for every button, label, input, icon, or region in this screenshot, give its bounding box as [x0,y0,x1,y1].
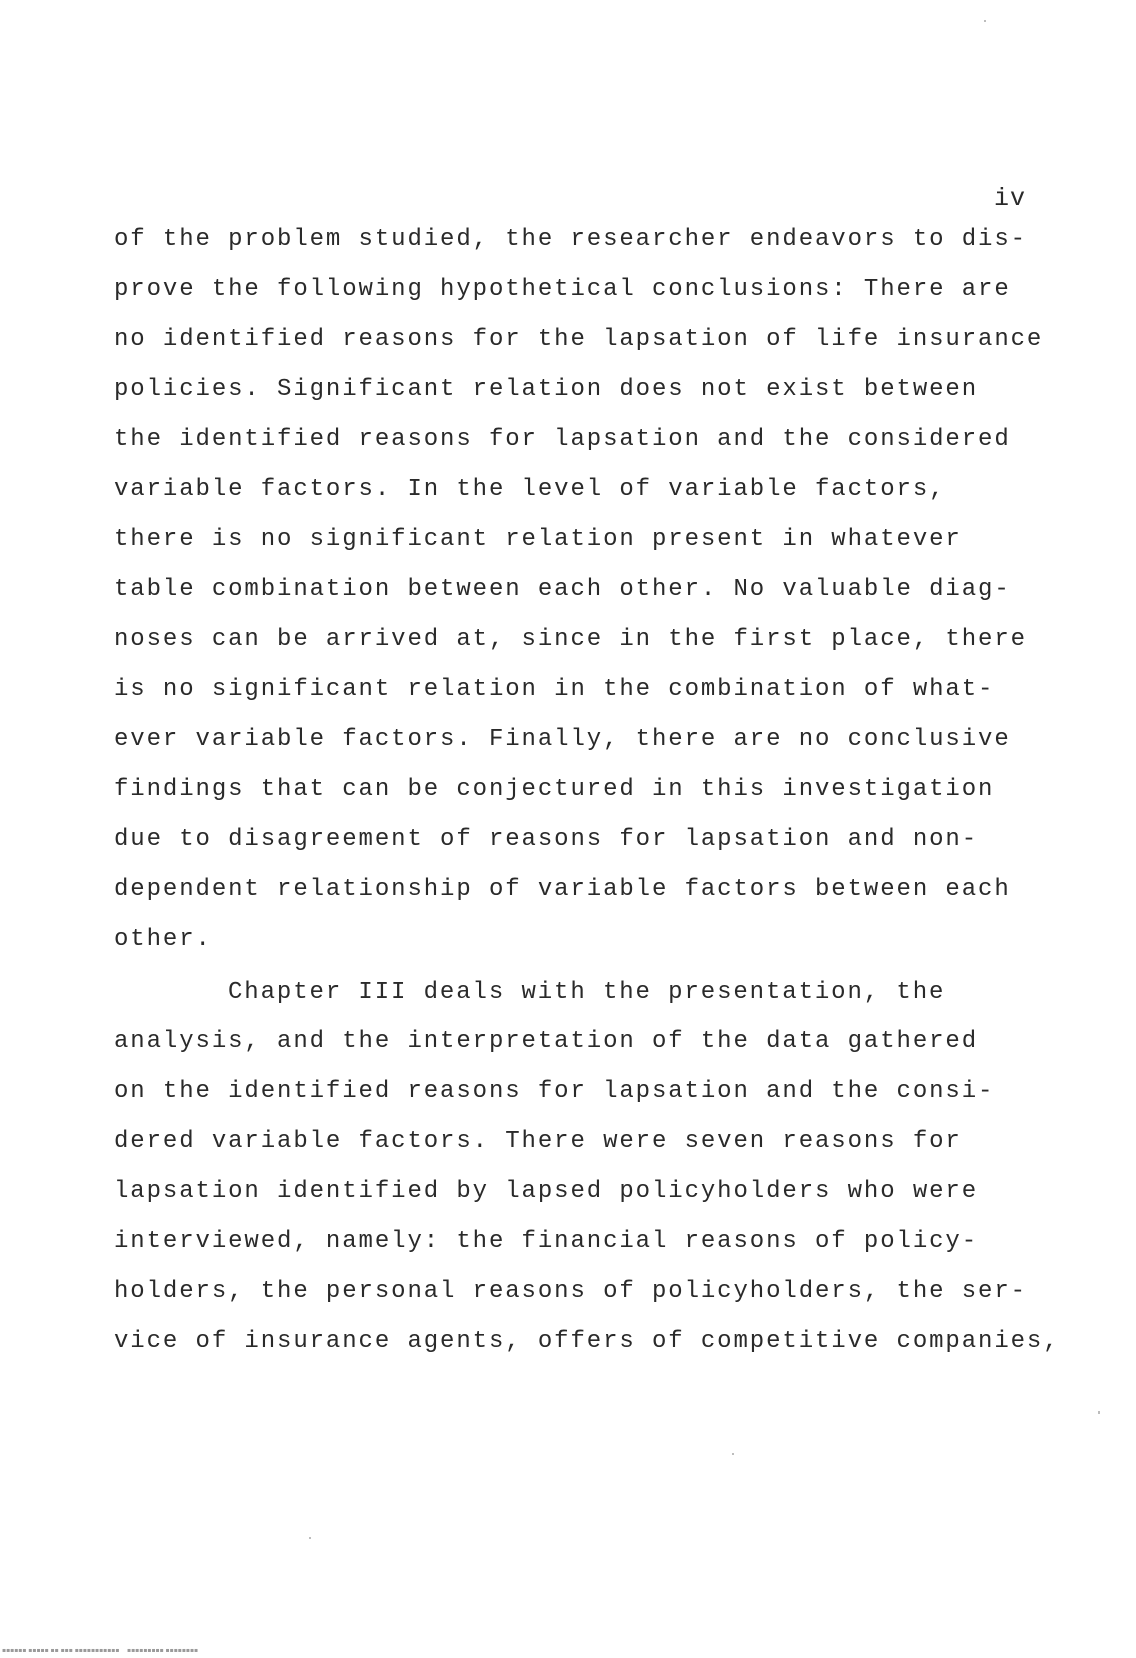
text-line: the identified reasons for lapsation and the considered [114,426,1011,453]
text-line: holders, the personal reasons of policyholders, the ser- [114,1278,1027,1305]
text-line: on the identified reasons for lapsation and the consi- [114,1078,995,1105]
text-line: table combination between each other. No valuable diag- [114,576,1011,603]
text-line: dered variable factors. There were seven reasons for [114,1128,962,1155]
text-line: interviewed, namely: the financial reasons of policy- [114,1228,979,1255]
page-number: iv [994,184,1027,213]
text-line: dependent relationship of variable factors between each [114,876,1011,903]
text-line: analysis, and the interpretation of the data gathered [114,1028,979,1055]
text-line: other. [114,926,212,953]
text-line: noses can be arrived at, since in the first place, there [114,626,1027,653]
scan-speck [732,1453,734,1455]
scan-speck [309,1537,311,1539]
text-line: Chapter III deals with the presentation, the [228,979,946,1006]
text-line: there is no significant relation present in whatever [114,526,962,553]
text-line: lapsation identified by lapsed policyholders who were [114,1178,979,1205]
text-line: due to disagreement of reasons for lapsation and non- [114,826,979,853]
text-line: ever variable factors. Finally, there are no conclusive [114,726,1011,753]
text-line: vice of insurance agents, offers of competitive companies, [114,1328,1060,1355]
text-line: policies. Significant relation does not exist between [114,376,979,403]
scan-speck [1098,1411,1100,1414]
text-line: prove the following hypothetical conclusions: There are [114,276,1011,303]
text-line: no identified reasons for the lapsation of life insurance [114,326,1044,353]
scan-speck [984,20,986,22]
text-line: variable factors. In the level of variable factors, [114,476,946,503]
scan-footer: ▪▪▪▪▪▪ ▪▪▪▪▪ ▪▪ ▪▪▪ ▪▪▪▪▪▪▪▪▪▪▪ ▪▪▪▪▪▪▪▪▪ ▪▪▪▪▪▪▪▪ [2,1647,199,1654]
text-line: of the problem studied, the researcher endeavors to dis- [114,226,1027,253]
text-line: findings that can be conjectured in this investigation [114,776,995,803]
text-line: is no significant relation in the combination of what- [114,676,995,703]
